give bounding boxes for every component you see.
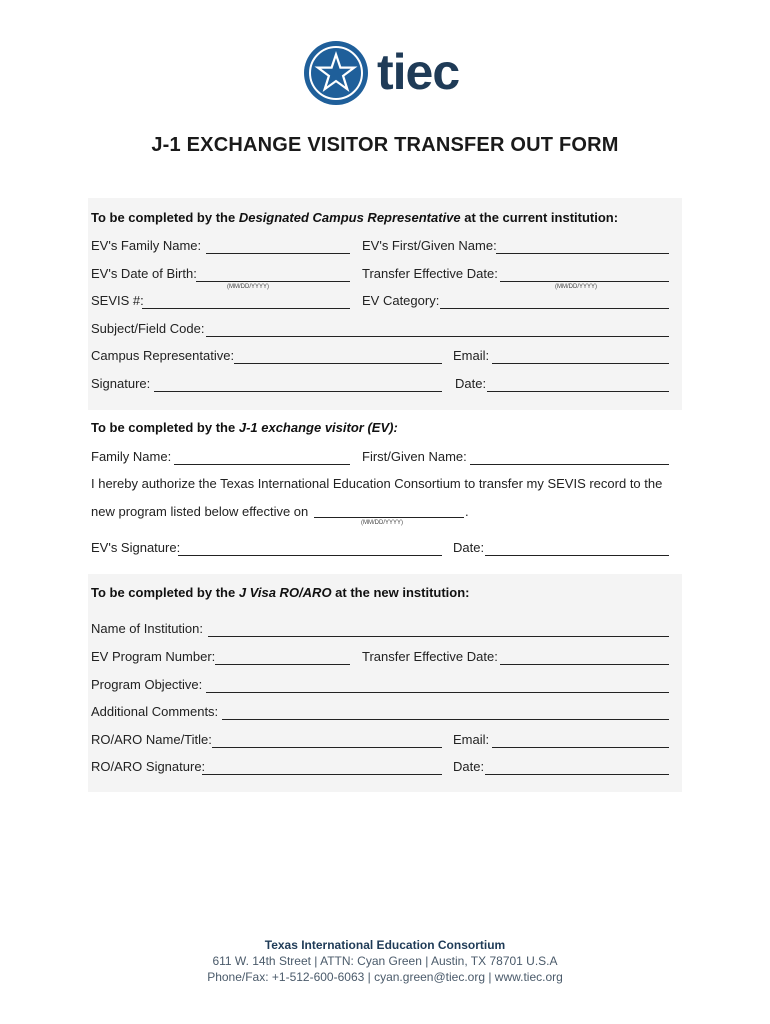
effective-date-field[interactable] (314, 517, 464, 518)
ro-email-field[interactable] (492, 747, 669, 748)
ev-first-name-field[interactable] (470, 464, 669, 465)
institution-field[interactable] (208, 636, 669, 637)
first-name-field[interactable] (496, 253, 669, 254)
ro-name-field[interactable] (212, 747, 442, 748)
family-name-field[interactable] (206, 253, 350, 254)
ro-email-label: Email: (453, 732, 490, 747)
subject-field[interactable] (206, 336, 669, 337)
signature-field[interactable] (154, 391, 442, 392)
footer-address: 611 W. 14th Street | ATTN: Cyan Green | Austin, TX 78701 U.S.A (212, 954, 558, 968)
form-title: J-1 EXCHANGE VISITOR TRANSFER OUT FORM (151, 134, 619, 156)
ro-signature-field[interactable] (202, 774, 442, 775)
ev-date-label: Date: (453, 540, 485, 555)
objective-label: Program Objective: (91, 677, 203, 692)
period: . (465, 504, 469, 519)
comments-label: Additional Comments: (91, 704, 219, 719)
ev-date-field[interactable] (485, 555, 669, 556)
ro-date-field[interactable] (485, 774, 669, 775)
campus-rep-field[interactable] (234, 363, 442, 364)
transfer-date-field[interactable] (500, 281, 669, 282)
institution-label: Name of Institution: (91, 621, 203, 636)
signature-label: Signature: (91, 376, 151, 391)
ro-date-label: Date: (453, 759, 485, 774)
section1-heading: To be completed by the Designated Campus Representative at the current institution: (91, 210, 619, 225)
section-exchange-visitor (88, 412, 682, 570)
transfer-date-label: Transfer Effective Date: (362, 266, 498, 281)
effective-date-format-hint: (MM/DD/YYYY) (361, 520, 403, 526)
dob-label: EV's Date of Birth: (91, 266, 197, 281)
program-number-field[interactable] (215, 664, 350, 665)
subject-label: Subject/Field Code: (91, 321, 205, 336)
date-field[interactable] (487, 391, 669, 392)
section-ro-aro (88, 574, 682, 792)
tiec-logo (303, 40, 473, 108)
ev-family-name-label: Family Name: (91, 449, 172, 464)
dob-field[interactable] (196, 281, 350, 282)
comments-field[interactable] (222, 719, 669, 720)
family-name-label: EV's Family Name: (91, 238, 202, 253)
footer-contact: Phone/Fax: +1-512-600-6063 | cyan.green@tiec.org | www.tiec.org (207, 970, 563, 984)
section-campus-representative (88, 198, 682, 410)
dob-format-hint: (MM/DD/YYYY) (227, 284, 269, 290)
date-label: Date: (455, 376, 487, 391)
footer-org: Texas International Education Consortium (264, 938, 506, 952)
ev-signature-field[interactable] (178, 555, 442, 556)
ev-family-name-field[interactable] (174, 464, 350, 465)
program-number-label: EV Program Number: (91, 649, 216, 664)
ev-category-label: EV Category: (362, 293, 440, 308)
new-transfer-date-label: Transfer Effective Date: (362, 649, 498, 664)
ro-signature-label: RO/ARO Signature: (91, 759, 206, 774)
sevis-label: SEVIS #: (91, 293, 144, 308)
ev-category-field[interactable] (440, 308, 669, 309)
authorization-text-line1: I hereby authorize the Texas International Education Consortium to transfer my SEVIS record to the (91, 476, 663, 491)
campus-rep-label: Campus Representative: (91, 348, 235, 363)
authorization-text-line2: new program listed below effective on (91, 504, 309, 519)
sevis-field[interactable] (142, 308, 350, 309)
ro-name-label: RO/ARO Name/Title: (91, 732, 212, 747)
section2-heading: To be completed by the J-1 exchange visitor (EV): (91, 420, 398, 435)
section3-heading: To be completed by the J Visa RO/ARO at the new institution: (91, 585, 470, 600)
star-icon (303, 40, 369, 106)
objective-field[interactable] (206, 692, 669, 693)
email-field[interactable] (492, 363, 669, 364)
ev-first-name-label: First/Given Name: (362, 449, 467, 464)
transfer-date-format-hint: (MM/DD/YYYY) (555, 284, 597, 290)
email-label: Email: (453, 348, 490, 363)
first-name-label: EV's First/Given Name: (362, 238, 497, 253)
ev-signature-label: EV's Signature: (91, 540, 181, 555)
new-transfer-date-field[interactable] (500, 664, 669, 665)
logo-text: tiec (377, 44, 460, 100)
